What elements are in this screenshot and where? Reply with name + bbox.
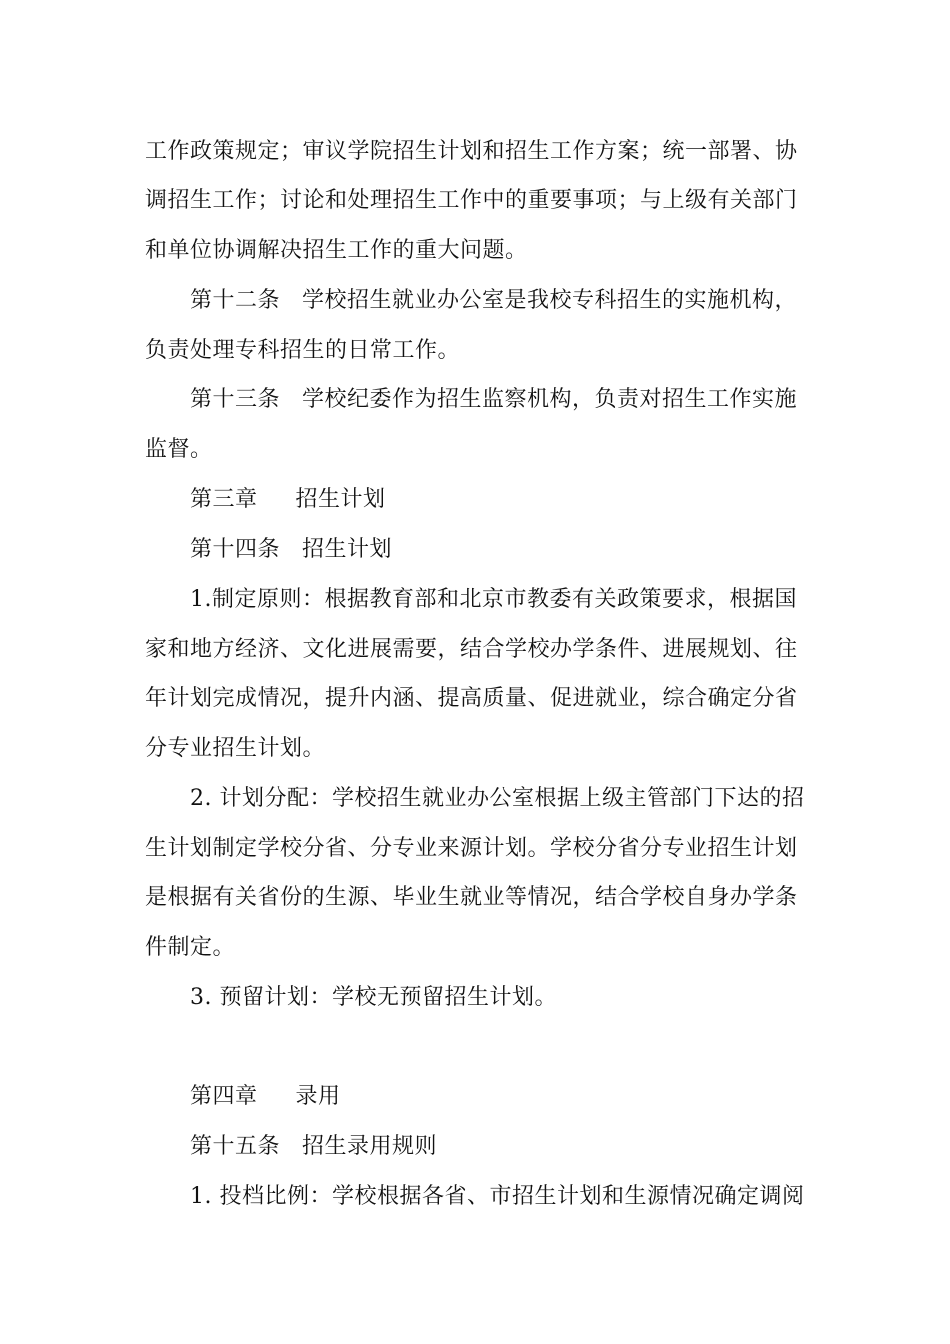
chapter-4-heading [190,1082,809,1112]
chapter-3-heading [190,485,809,515]
article-number: 第十四条 [190,537,281,562]
paragraph-line: 生计划制定学校分省、分专业来源计划。学校分省分专业招生计划 [145,836,798,861]
article-15-heading [190,1132,809,1162]
paragraph-line: 分专业招生计划。 [145,736,326,761]
paragraph-line: 监督。 [145,437,213,462]
article-text: 学校纪委作为招生监察机构，负责对招生工作实施 [302,387,798,412]
paragraph-line: 年计划完成情况，提升内涵、提高质量、促进就业，综合确定分省 [145,686,798,711]
paragraph-line: 工作政策规定；审议学院招生计划和招生工作方案；统一部署、协 [145,139,798,164]
paragraph-line: 是根据有关省份的生源、毕业生就业等情况，结合学校自身办学条 [145,885,798,910]
paragraph-line: 1. 投档比例：学校根据各省、市招生计划和生源情况确定调阅 [190,1184,805,1209]
article-title: 招生录用规则 [302,1134,438,1159]
paragraph-line: 2. 计划分配：学校招生就业办公室根据上级主管部门下达的招 [190,786,805,811]
paragraph-line: 和单位协调解决招生工作的重大问题。 [145,238,528,263]
article-title: 招生计划 [302,537,393,562]
paragraph-line: 1.制定原则：根据教育部和北京市教委有关政策要求，根据国 [190,587,797,612]
article-text: 学校招生就业办公室是我校专科招生的实施机构， [302,288,798,313]
paragraph-line: 3. 预留计划：学校无预留招生计划。 [190,985,557,1010]
chapter-number: 第四章 [190,1084,258,1109]
paragraph-line: 件制定。 [145,935,236,960]
paragraph-line: 调招生工作；讨论和处理招生工作中的重要事项；与上级有关部门 [145,188,798,213]
paragraph-line: 家和地方经济、文化进展需要，结合学校办学条件、进展规划、往 [145,637,798,662]
article-number: 第十五条 [190,1134,281,1159]
article-number: 第十三条 [190,387,281,412]
chapter-number: 第三章 [190,487,258,512]
article-12-line [190,286,809,316]
article-14-heading [190,535,809,565]
article-number: 第十二条 [190,288,281,313]
chapter-title: 录用 [295,1084,341,1109]
article-13-line [190,385,809,415]
chapter-title: 招生计划 [295,487,386,512]
paragraph-line: 负责处理专科招生的日常工作。 [145,338,461,363]
